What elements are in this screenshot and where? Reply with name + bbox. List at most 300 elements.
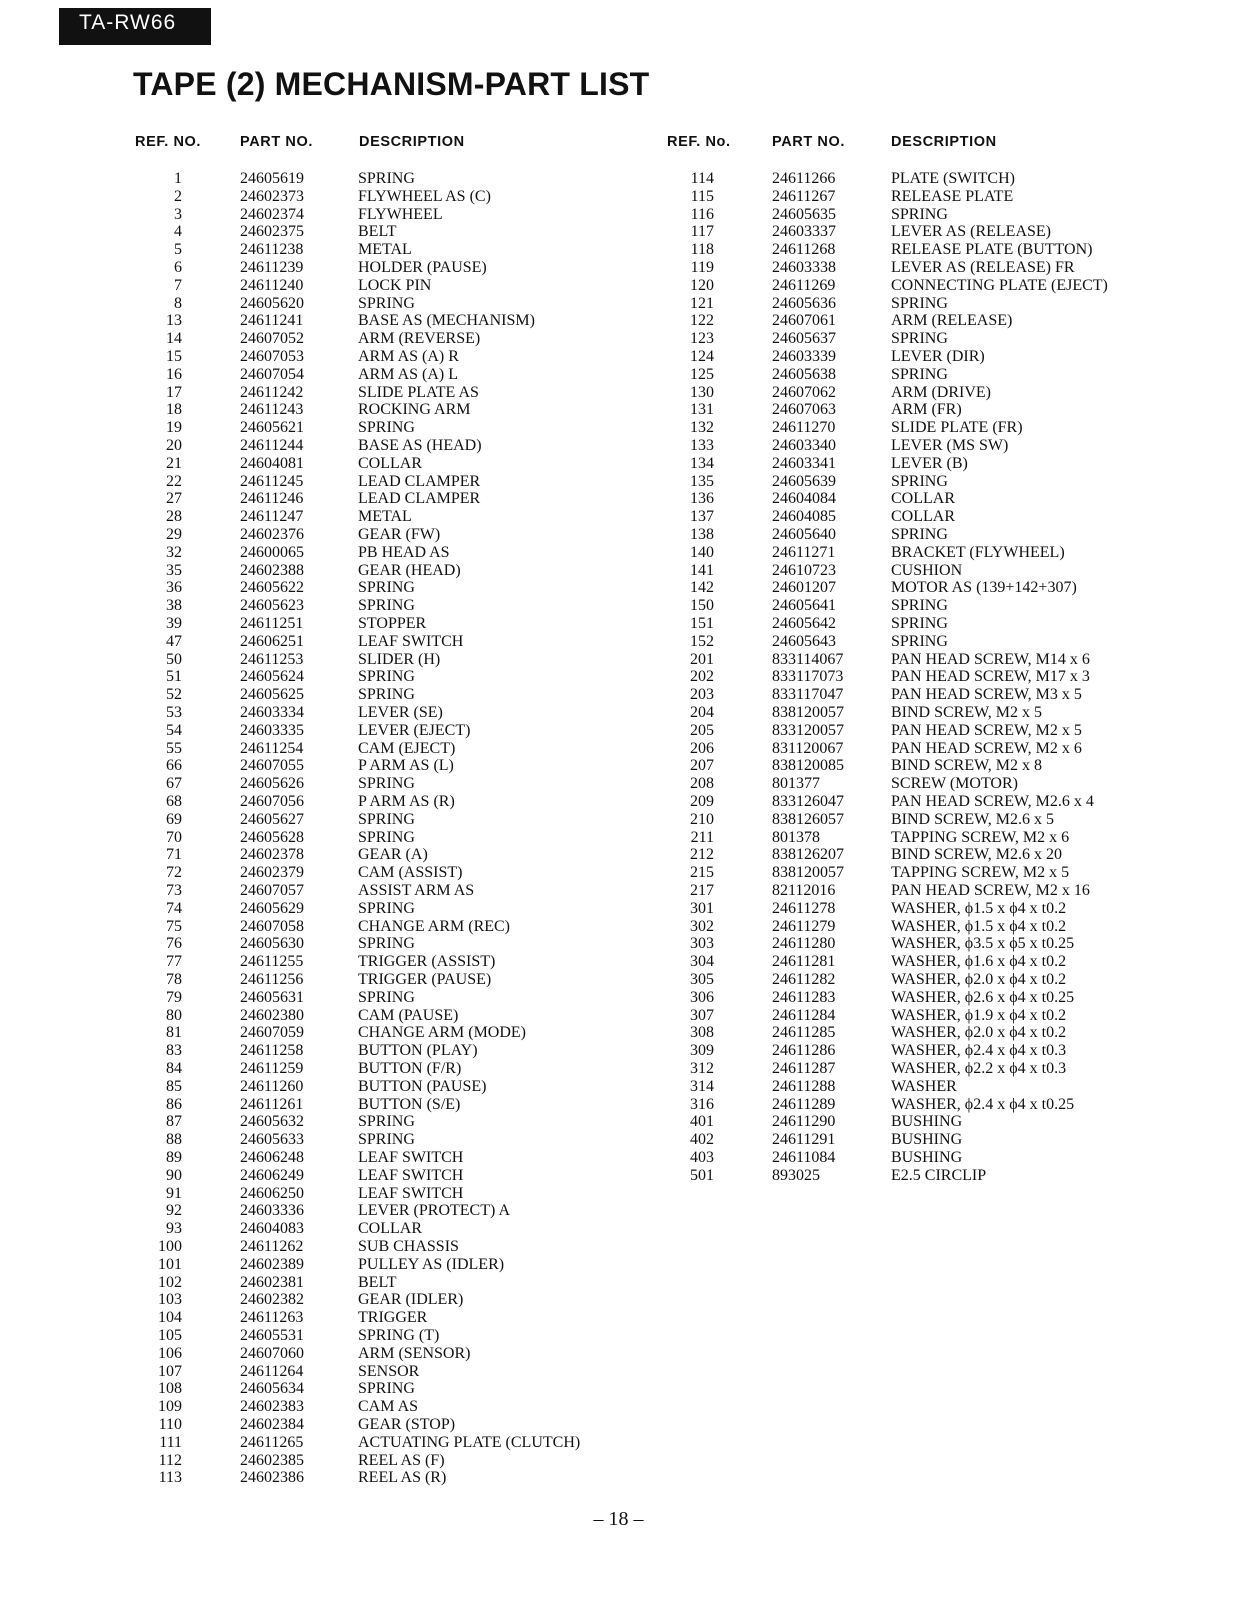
description-cell: PAN HEAD SCREW, M2 x 16 xyxy=(891,882,1090,899)
description-cell: WASHER, ϕ1.9 x ϕ4 x t0.2 xyxy=(891,1006,1067,1024)
part-no-cell: 24611285 xyxy=(772,1024,836,1042)
description-cell: ARM AS (A) R xyxy=(358,348,459,365)
description-cell: PAN HEAD SCREW, M2 x 6 xyxy=(891,739,1082,757)
description-cell: TRIGGER xyxy=(358,1309,428,1327)
part-no-cell: 24607062 xyxy=(772,383,836,401)
ref-no-cell: 54 xyxy=(166,721,182,739)
ref-no-cell: 80 xyxy=(166,1006,182,1024)
part-no-cell: 24611286 xyxy=(772,1042,836,1060)
description-cell: SPRING xyxy=(358,668,415,686)
description-cell: METAL xyxy=(358,241,412,259)
part-no-cell: 24611271 xyxy=(772,543,836,561)
description-cell: TRIGGER (PAUSE) xyxy=(358,971,492,988)
description-cell: SPRING xyxy=(891,365,948,383)
part-no-cell: 24600065 xyxy=(240,543,304,561)
ref-no-cell: 501 xyxy=(690,1166,714,1184)
description-cell: SPRING xyxy=(358,686,415,704)
ref-no-cell: 104 xyxy=(158,1309,182,1327)
ref-no-cell: 2 xyxy=(174,187,182,205)
ref-no-cell: 20 xyxy=(166,437,182,454)
ref-no-cell: 102 xyxy=(158,1273,182,1291)
part-no-cell: 24607059 xyxy=(240,1024,304,1042)
ref-no-cell: 87 xyxy=(166,1113,182,1131)
ref-no-cell: 6 xyxy=(174,259,182,276)
description-cell: REEL AS (F) xyxy=(358,1451,445,1469)
ref-no-cell: 118 xyxy=(690,241,714,259)
part-no-cell: 831120067 xyxy=(772,739,844,757)
description-cell: ARM (RELEASE) xyxy=(891,312,1013,330)
part-no-cell: 24606250 xyxy=(240,1184,304,1202)
part-no-cell: 24603334 xyxy=(240,704,304,721)
ref-no-cell: 131 xyxy=(690,401,714,419)
model-tab: TA-RW66 xyxy=(59,8,211,45)
description-cell: FLYWHEEL AS (C) xyxy=(358,187,491,205)
description-cell: COLLAR xyxy=(891,508,955,526)
ref-no-cell: 77 xyxy=(166,953,182,971)
part-no-cell: 24607055 xyxy=(240,757,304,775)
part-no-cell: 893025 xyxy=(772,1166,820,1184)
part-no-cell: 801378 xyxy=(772,828,820,846)
part-no-cell: 24605624 xyxy=(240,668,304,686)
part-no-cell: 833120057 xyxy=(772,721,844,739)
part-no-cell: 24611270 xyxy=(772,419,836,437)
ref-no-cell: 132 xyxy=(690,419,714,437)
ref-no-cell: 69 xyxy=(166,810,182,828)
ref-no-cell: 134 xyxy=(690,454,714,472)
ref-no-cell: 308 xyxy=(690,1024,714,1042)
ref-no-cell: 133 xyxy=(690,437,714,454)
description-cell: SLIDER (H) xyxy=(358,650,441,668)
ref-no-cell: 138 xyxy=(690,526,714,543)
part-no-cell: 838120085 xyxy=(772,757,844,775)
description-cell: SPRING xyxy=(358,775,415,793)
part-no-cell: 24610723 xyxy=(772,561,836,579)
description-cell: LEAD CLAMPER xyxy=(358,472,481,490)
part-no-cell: 24606251 xyxy=(240,632,304,650)
description-cell: LEAF SWITCH xyxy=(358,632,464,650)
ref-no-cell: 39 xyxy=(166,615,182,632)
description-cell: SPRING xyxy=(358,419,415,437)
ref-no-cell: 121 xyxy=(690,294,714,312)
ref-no-cell: 88 xyxy=(166,1131,182,1149)
description-cell: SUB CHASSIS xyxy=(358,1238,459,1255)
ref-no-cell: 312 xyxy=(690,1060,714,1077)
part-no-cell: 24602383 xyxy=(240,1398,304,1416)
ref-no-cell: 47 xyxy=(166,632,182,650)
ref-no-cell: 22 xyxy=(166,472,182,490)
part-no-cell: 24605631 xyxy=(240,988,304,1006)
part-no-cell: 24611290 xyxy=(772,1113,836,1131)
ref-no-cell: 83 xyxy=(166,1042,182,1060)
ref-no-cell: 89 xyxy=(166,1149,182,1166)
description-cell: LEVER (DIR) xyxy=(891,348,985,365)
description-cell: GEAR (FW) xyxy=(358,526,441,543)
description-cell: SENSOR xyxy=(358,1362,420,1380)
ref-no-cell: 137 xyxy=(690,508,714,526)
ref-no-cell: 14 xyxy=(166,330,182,348)
ref-no-cell: 36 xyxy=(166,579,182,597)
description-cell: BUSHING xyxy=(891,1131,963,1149)
description-cell: CONNECTING PLATE (EJECT) xyxy=(891,276,1108,294)
description-cell: PAN HEAD SCREW, M2 x 5 xyxy=(891,721,1082,739)
description-cell: SPRING xyxy=(891,330,948,348)
description-cell: LEAF SWITCH xyxy=(358,1184,464,1202)
ref-no-cell: 4 xyxy=(174,223,182,241)
description-cell: LEVER (SE) xyxy=(358,704,443,721)
part-no-cell: 833114067 xyxy=(772,650,844,668)
ref-no-cell: 73 xyxy=(166,882,182,899)
ref-no-cell: 71 xyxy=(166,846,182,864)
ref-no-cell: 110 xyxy=(158,1416,182,1433)
ref-no-cell: 50 xyxy=(166,650,182,668)
ref-no-cell: 38 xyxy=(166,597,182,615)
description-cell: TAPPING SCREW, M2 x 6 xyxy=(891,828,1070,846)
ref-no-cell: 111 xyxy=(159,1433,182,1451)
ref-no-cell: 86 xyxy=(166,1095,182,1113)
ref-no-cell: 140 xyxy=(690,543,714,561)
ref-no-cell: 117 xyxy=(690,223,714,241)
description-cell: COLLAR xyxy=(358,454,422,472)
ref-no-cell: 135 xyxy=(690,472,714,490)
ref-no-cell: 52 xyxy=(166,686,182,704)
part-no-cell: 24607057 xyxy=(240,882,304,899)
part-no-cell: 24605630 xyxy=(240,935,304,953)
ref-no-cell: 68 xyxy=(166,793,182,810)
part-no-cell: 24607060 xyxy=(240,1344,304,1362)
ref-no-cell: 90 xyxy=(166,1166,182,1184)
part-no-cell: 24603336 xyxy=(240,1202,304,1220)
right-desc-header: DESCRIPTION xyxy=(891,134,997,150)
description-cell: BELT xyxy=(358,223,397,241)
part-no-cell: 24602385 xyxy=(240,1451,304,1469)
page-number: – 18 – xyxy=(593,1508,644,1530)
description-cell: STOPPER xyxy=(358,615,427,632)
description-cell: SLIDE PLATE (FR) xyxy=(891,419,1023,437)
description-cell: SPRING xyxy=(891,597,948,615)
part-no-cell: 24611242 xyxy=(240,383,304,401)
ref-no-cell: 53 xyxy=(166,704,182,721)
description-cell: E2.5 CIRCLIP xyxy=(891,1166,987,1184)
part-no-cell: 24605633 xyxy=(240,1131,304,1149)
part-no-cell: 24605620 xyxy=(240,294,304,312)
description-cell: ARM (FR) xyxy=(891,401,962,419)
ref-no-cell: 306 xyxy=(690,988,714,1006)
description-cell: SLIDE PLATE AS xyxy=(358,383,479,401)
ref-no-cell: 78 xyxy=(166,971,182,988)
description-cell: ACTUATING PLATE (CLUTCH) xyxy=(358,1433,581,1451)
part-no-cell: 24611243 xyxy=(240,401,304,419)
part-no-cell: 24603341 xyxy=(772,454,836,472)
part-no-cell: 24602384 xyxy=(240,1416,304,1433)
ref-no-cell: 316 xyxy=(690,1095,714,1113)
description-cell: CAM (PAUSE) xyxy=(358,1006,459,1024)
description-cell: ARM AS (A) L xyxy=(358,365,459,383)
description-cell: GEAR (A) xyxy=(358,846,428,864)
part-no-cell: 24611269 xyxy=(772,276,836,294)
part-no-cell: 24605637 xyxy=(772,330,836,348)
part-no-cell: 24611282 xyxy=(772,971,836,988)
description-cell: LEAF SWITCH xyxy=(358,1166,464,1184)
description-cell: BIND SCREW, M2.6 x 5 xyxy=(891,810,1054,828)
part-no-cell: 838126057 xyxy=(772,810,844,828)
ref-no-cell: 75 xyxy=(166,917,182,935)
description-cell: CAM AS xyxy=(358,1398,419,1416)
ref-no-cell: 21 xyxy=(166,454,182,472)
ref-no-cell: 124 xyxy=(690,348,714,365)
description-cell: HOLDER (PAUSE) xyxy=(358,259,487,276)
part-no-cell: 24604084 xyxy=(772,490,836,508)
description-cell: LEVER AS (RELEASE) xyxy=(891,223,1051,241)
description-cell: BIND SCREW, M2 x 5 xyxy=(891,704,1042,721)
part-no-cell: 24611289 xyxy=(772,1095,836,1113)
part-no-cell: 24605643 xyxy=(772,632,836,650)
part-no-cell: 24605636 xyxy=(772,294,836,312)
ref-no-cell: 206 xyxy=(690,739,714,757)
description-cell: BIND SCREW, M2 x 8 xyxy=(891,757,1042,775)
part-no-cell: 82112016 xyxy=(772,882,836,899)
part-no-cell: 24605639 xyxy=(772,472,836,490)
ref-no-cell: 403 xyxy=(690,1149,714,1166)
part-no-cell: 24611262 xyxy=(240,1238,304,1255)
part-no-cell: 24611291 xyxy=(772,1131,836,1149)
part-no-cell: 24611265 xyxy=(240,1433,304,1451)
ref-no-cell: 92 xyxy=(166,1202,182,1220)
ref-no-cell: 17 xyxy=(166,383,182,401)
part-no-cell: 24611278 xyxy=(772,899,836,917)
part-no-cell: 24602374 xyxy=(240,205,304,223)
description-cell: BASE AS (MECHANISM) xyxy=(358,312,535,330)
description-cell: LEVER (PROTECT) A xyxy=(358,1202,510,1220)
ref-no-cell: 74 xyxy=(166,899,182,917)
ref-no-cell: 314 xyxy=(690,1077,714,1095)
description-cell: MOTOR AS (139+142+307) xyxy=(891,579,1077,597)
ref-no-cell: 401 xyxy=(690,1113,714,1131)
part-no-cell: 833126047 xyxy=(772,793,844,810)
description-cell: LEVER (MS SW) xyxy=(891,437,1009,454)
ref-no-cell: 301 xyxy=(690,899,714,917)
part-no-cell: 24611268 xyxy=(772,241,836,259)
part-no-cell: 24611258 xyxy=(240,1042,304,1060)
ref-no-cell: 93 xyxy=(166,1220,182,1238)
part-no-cell: 24605531 xyxy=(240,1327,304,1344)
ref-no-cell: 125 xyxy=(690,365,714,383)
description-cell: WASHER, ϕ1.6 x ϕ4 x t0.2 xyxy=(891,953,1067,971)
description-cell: SPRING xyxy=(891,205,948,223)
part-no-cell: 24611245 xyxy=(240,472,304,490)
description-cell: WASHER, ϕ2.4 x ϕ4 x t0.25 xyxy=(891,1095,1075,1113)
part-no-cell: 24611255 xyxy=(240,953,304,971)
part-no-cell: 24602379 xyxy=(240,864,304,882)
ref-no-cell: 16 xyxy=(166,365,182,383)
description-cell: COLLAR xyxy=(358,1220,422,1238)
description-cell: TAPPING SCREW, M2 x 5 xyxy=(891,864,1070,882)
part-no-cell: 833117047 xyxy=(772,686,844,704)
description-cell: COLLAR xyxy=(891,490,955,508)
part-no-cell: 24602378 xyxy=(240,846,304,864)
part-no-cell: 24611246 xyxy=(240,490,304,508)
ref-no-cell: 116 xyxy=(690,205,714,223)
part-no-cell: 24603339 xyxy=(772,348,836,365)
description-cell: LEAD CLAMPER xyxy=(358,490,481,508)
part-no-cell: 24605625 xyxy=(240,686,304,704)
ref-no-cell: 8 xyxy=(174,294,182,312)
ref-no-cell: 211 xyxy=(690,828,714,846)
description-cell: PB HEAD AS xyxy=(358,543,450,561)
part-no-cell: 24602375 xyxy=(240,223,304,241)
description-cell: RELEASE PLATE xyxy=(891,187,1014,205)
description-cell: TRIGGER (ASSIST) xyxy=(358,953,496,971)
description-cell: ROCKING ARM xyxy=(358,401,471,419)
ref-no-cell: 106 xyxy=(158,1344,182,1362)
part-no-cell: 24602376 xyxy=(240,526,304,543)
ref-no-cell: 302 xyxy=(690,917,714,935)
ref-no-cell: 103 xyxy=(158,1291,182,1309)
ref-no-cell: 55 xyxy=(166,739,182,757)
part-no-cell: 24607061 xyxy=(772,312,836,330)
ref-no-cell: 151 xyxy=(690,615,714,632)
part-no-cell: 24611241 xyxy=(240,312,304,330)
description-cell: SCREW (MOTOR) xyxy=(891,775,1018,793)
description-cell: BUTTON (F/R) xyxy=(358,1060,462,1077)
part-no-cell: 24604083 xyxy=(240,1220,304,1238)
part-no-cell: 24605621 xyxy=(240,419,304,437)
part-no-cell: 24605642 xyxy=(772,615,836,632)
description-cell: WASHER, ϕ1.5 x ϕ4 x t0.2 xyxy=(891,917,1067,935)
part-no-cell: 24611251 xyxy=(240,615,304,632)
description-cell: BUSHING xyxy=(891,1113,963,1131)
ref-no-cell: 28 xyxy=(166,508,182,526)
part-no-cell: 24611288 xyxy=(772,1077,836,1095)
part-no-cell: 24611240 xyxy=(240,276,304,294)
ref-no-cell: 91 xyxy=(166,1184,182,1202)
ref-no-cell: 5 xyxy=(174,241,182,259)
description-cell: METAL xyxy=(358,508,412,526)
description-cell: P ARM AS (L) xyxy=(358,757,454,775)
part-no-cell: 24611279 xyxy=(772,917,836,935)
part-no-cell: 24607052 xyxy=(240,330,304,348)
part-no-cell: 24607058 xyxy=(240,917,304,935)
part-no-cell: 833117073 xyxy=(772,668,844,686)
part-no-cell: 24605626 xyxy=(240,775,304,793)
description-cell: WASHER, ϕ2.0 x ϕ4 x t0.2 xyxy=(891,1024,1067,1042)
description-cell: WASHER, ϕ2.2 x ϕ4 x t0.3 xyxy=(891,1060,1067,1077)
ref-no-cell: 27 xyxy=(166,490,182,508)
part-no-cell: 24611084 xyxy=(772,1149,836,1166)
ref-no-cell: 204 xyxy=(690,704,714,721)
description-cell: CHANGE ARM (MODE) xyxy=(358,1024,526,1042)
part-no-cell: 24602389 xyxy=(240,1255,304,1273)
part-no-cell: 24611259 xyxy=(240,1060,304,1077)
part-no-cell: 24603338 xyxy=(772,259,836,276)
ref-no-cell: 100 xyxy=(158,1238,182,1255)
right-ref-header: REF. No. xyxy=(667,134,731,150)
description-cell: ARM (REVERSE) xyxy=(358,330,481,348)
part-no-cell: 24611239 xyxy=(240,259,304,276)
description-cell: SPRING xyxy=(891,294,948,312)
part-no-cell: 24605632 xyxy=(240,1113,304,1131)
description-cell: SPRING xyxy=(891,526,948,543)
ref-no-cell: 18 xyxy=(166,401,182,419)
ref-no-cell: 305 xyxy=(690,971,714,988)
ref-no-cell: 109 xyxy=(158,1398,182,1416)
description-cell: SPRING xyxy=(358,1113,415,1131)
description-cell: SPRING xyxy=(358,1380,415,1398)
description-cell: PAN HEAD SCREW, M17 x 3 xyxy=(891,668,1090,686)
description-cell: BUTTON (PLAY) xyxy=(358,1042,478,1060)
part-no-cell: 24602386 xyxy=(240,1469,304,1487)
description-cell: BUTTON (PAUSE) xyxy=(358,1077,487,1095)
description-cell: SPRING xyxy=(358,170,415,187)
ref-no-cell: 29 xyxy=(166,526,182,543)
ref-no-cell: 123 xyxy=(690,330,714,348)
description-cell: CUSHION xyxy=(891,561,963,579)
part-no-cell: 24602381 xyxy=(240,1273,304,1291)
part-no-cell: 24605638 xyxy=(772,365,836,383)
description-cell: FLYWHEEL xyxy=(358,205,443,223)
ref-no-cell: 205 xyxy=(690,721,714,739)
description-cell: LEVER (B) xyxy=(891,454,968,472)
description-cell: P ARM AS (R) xyxy=(358,793,455,810)
part-no-cell: 24605627 xyxy=(240,810,304,828)
description-cell: CHANGE ARM (REC) xyxy=(358,917,511,935)
ref-no-cell: 209 xyxy=(690,793,714,810)
description-cell: WASHER, ϕ2.4 x ϕ4 x t0.3 xyxy=(891,1042,1067,1060)
part-no-cell: 801377 xyxy=(772,775,820,793)
description-cell: SPRING xyxy=(891,472,948,490)
description-cell: WASHER xyxy=(891,1077,957,1095)
ref-no-cell: 303 xyxy=(690,935,714,953)
ref-no-cell: 85 xyxy=(166,1077,182,1095)
ref-no-cell: 108 xyxy=(158,1380,182,1398)
ref-no-cell: 119 xyxy=(690,259,714,276)
ref-no-cell: 120 xyxy=(690,276,714,294)
ref-no-cell: 1 xyxy=(174,170,182,187)
ref-no-cell: 81 xyxy=(166,1024,182,1042)
part-no-cell: 24611254 xyxy=(240,739,304,757)
ref-no-cell: 112 xyxy=(158,1451,182,1469)
ref-no-cell: 304 xyxy=(690,953,714,971)
description-cell: BRACKET (FLYWHEEL) xyxy=(891,543,1065,561)
ref-no-cell: 70 xyxy=(166,828,182,846)
part-no-cell: 24605629 xyxy=(240,899,304,917)
description-cell: SPRING xyxy=(358,1131,415,1149)
description-cell: LOCK PIN xyxy=(358,276,432,294)
description-cell: PAN HEAD SCREW, M3 x 5 xyxy=(891,686,1082,704)
ref-no-cell: 307 xyxy=(690,1006,714,1024)
ref-no-cell: 51 xyxy=(166,668,182,686)
part-no-cell: 24611238 xyxy=(240,241,304,259)
ref-no-cell: 115 xyxy=(690,187,714,205)
part-no-cell: 24611267 xyxy=(772,187,836,205)
description-cell: BUTTON (S/E) xyxy=(358,1095,461,1113)
ref-no-cell: 152 xyxy=(690,632,714,650)
ref-no-cell: 202 xyxy=(690,668,714,686)
ref-no-cell: 212 xyxy=(690,846,714,864)
part-no-cell: 24611266 xyxy=(772,170,836,187)
part-no-cell: 24605634 xyxy=(240,1380,304,1398)
part-no-cell: 24605640 xyxy=(772,526,836,543)
ref-no-cell: 3 xyxy=(174,205,182,223)
description-cell: SPRING xyxy=(358,828,415,846)
description-cell: PAN HEAD SCREW, M14 x 6 xyxy=(891,650,1090,668)
description-cell: SPRING xyxy=(358,810,415,828)
description-cell: LEVER AS (RELEASE) FR xyxy=(891,259,1075,276)
part-no-cell: 24611281 xyxy=(772,953,836,971)
part-no-cell: 24607053 xyxy=(240,348,304,365)
ref-no-cell: 122 xyxy=(690,312,714,330)
description-cell: ARM (DRIVE) xyxy=(891,383,991,401)
ref-no-cell: 150 xyxy=(690,597,714,615)
